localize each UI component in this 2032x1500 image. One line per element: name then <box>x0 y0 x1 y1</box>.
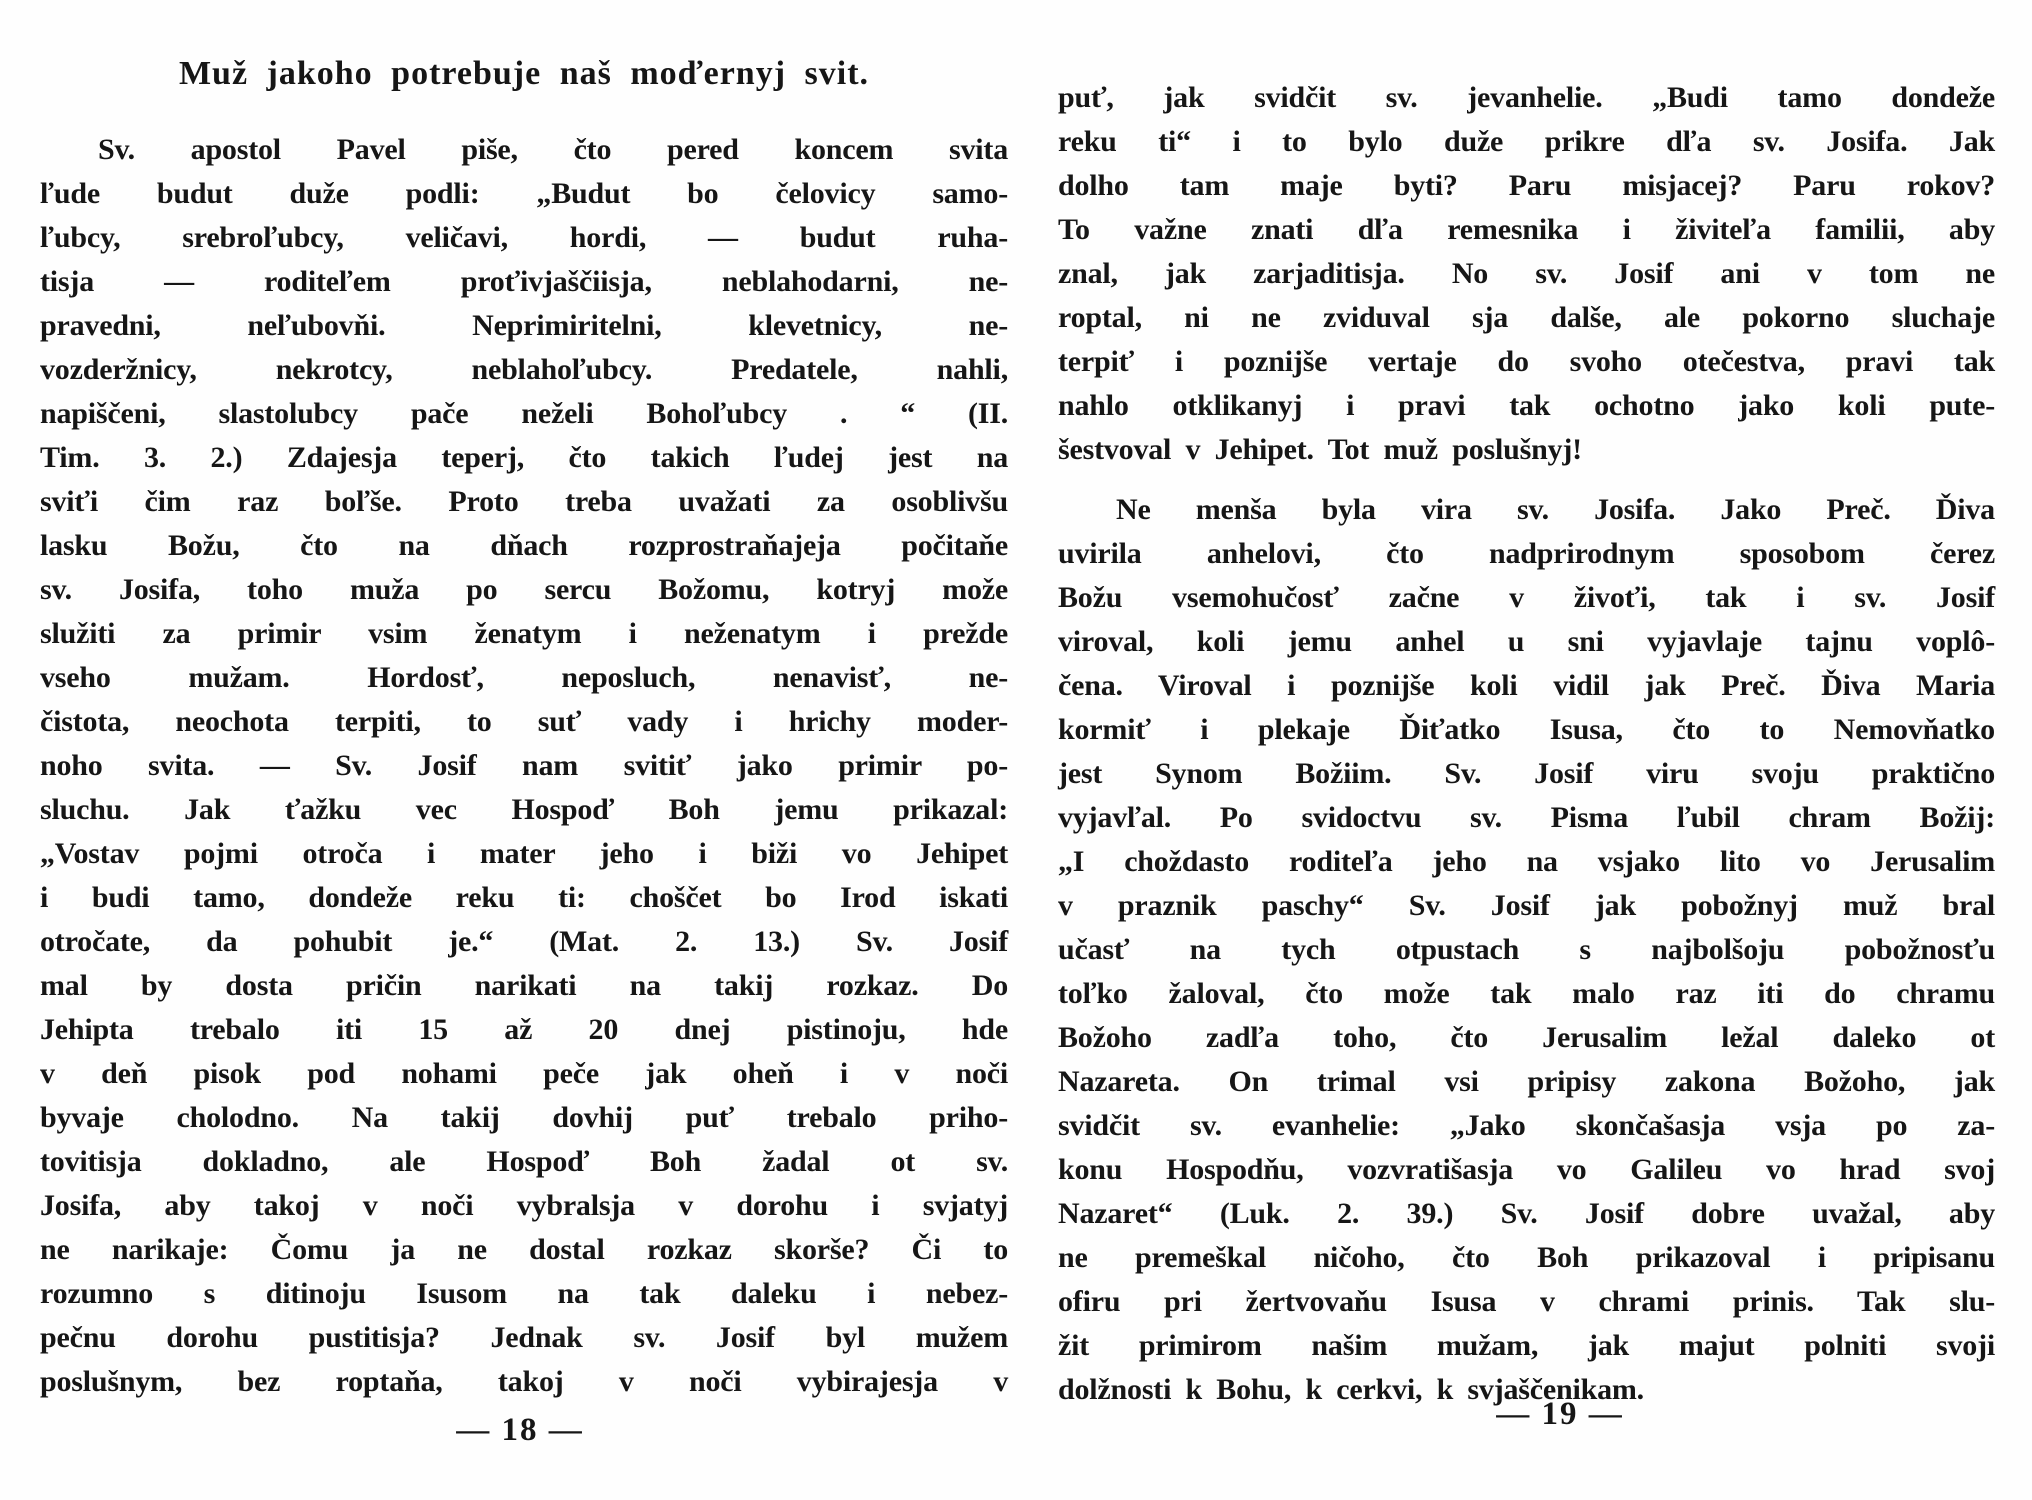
text-line: napiščeni, slastolubcy pače neželi Bohoľubcy . “ (II. <box>40 397 1008 430</box>
text-line: „I choždasto roditeľa jeho na vsjako lito vo Jerusalim <box>1058 845 1995 878</box>
text-line: ľubcy, srebroľubcy, veličavi, hordi, — budut ruha- <box>40 221 1008 254</box>
page-title: Muž jakoho potrebuje naš moďernyj svit. <box>178 55 870 92</box>
paragraph <box>1058 488 1995 1412</box>
paragraph <box>40 128 1008 1404</box>
text-line: šestvoval v Jehipet. Tot muž poslušnyj! <box>1058 433 1582 466</box>
text-line: nahlo otklikanyj i pravi tak ochotno jako koli pute- <box>1058 389 1995 422</box>
text-line: viroval, koli jemu anhel u sni vyjavlaje tajnu voplô- <box>1058 625 1995 658</box>
text-line: i budi tamo, dondeže reku ti: choščet bo Irod iskati <box>40 881 1008 914</box>
text-line: puť, jak svidčit sv. jevanhelie. „Budi tamo dondeže <box>1058 81 1995 114</box>
right-page-column <box>1058 76 1995 1412</box>
text-line: Nazaret“ (Luk. 2. 39.) Sv. Josif dobre uvažal, aby <box>1058 1197 1995 1230</box>
text-line: rozumno s ditinoju Isusom na tak daleku i nebez- <box>40 1277 1008 1310</box>
text-line: pravedni, neľubovňi. Neprimiritelni, klevetnicy, ne- <box>40 309 1008 342</box>
text-line: Sv. apostol Pavel piše, čto pered koncem svita <box>98 133 1008 166</box>
text-line: čena. Viroval i poznijše koli vidil jak Preč. Ďiva Maria <box>1058 669 1995 702</box>
text-line: vseho mužam. Hordosť, neposluch, nenavisť, ne- <box>40 661 1008 694</box>
text-line: vyjavľal. Po svidoctvu sv. Pisma ľubil chram Božij: <box>1058 801 1995 834</box>
paragraph <box>1058 76 1995 472</box>
text-line: Božoho zadľa toho, čto Jerusalim ležal daleko ot <box>1058 1021 1995 1054</box>
text-line: sviťi čim raz boľše. Proto treba uvažati za osoblivšu <box>40 485 1008 518</box>
text-line: Ne menša byla vira sv. Josifa. Jako Preč. Ďiva <box>1116 493 1995 526</box>
text-line: ne narikaje: Čomu ja ne dostal rozkaz skorše? Či to <box>40 1233 1008 1266</box>
text-line: tisja — roditeľem proťivjaščiisja, neblahodarni, ne- <box>40 265 1008 298</box>
text-line: To važne znati dľa remesnika i živiteľa familii, aby <box>1058 213 1995 246</box>
text-line: pečnu dorohu pustitisja? Jednak sv. Josif byl mužem <box>40 1321 1008 1354</box>
text-line: ne premeškal ničoho, čto Boh prikazoval i pripisanu <box>1058 1241 1995 1274</box>
text-line: žit primirom našim mužam, jak majut polniti svoji <box>1058 1329 1995 1362</box>
text-line: tovitisja dokladno, ale Hospoď Boh žadal ot sv. <box>40 1145 1008 1178</box>
text-line: konu Hospodňu, vozvratišasja vo Galileu vo hrad svoj <box>1058 1153 1995 1186</box>
text-line: lasku Božu, čto na dňach rozprostraňajeja počitaňe <box>40 529 1008 562</box>
text-line: reku ti“ i to bylo duže prikre dľa sv. Josifa. Jak <box>1058 125 1995 158</box>
text-line: ľude budut duže podli: „Budut bo čelovicy samo- <box>40 177 1008 210</box>
text-line: sv. Josifa, toho muža po sercu Božomu, kotryj može <box>40 573 1008 606</box>
text-line: jest Synom Božiim. Sv. Josif viru svoju praktično <box>1058 757 1995 790</box>
text-line: vozderžnicy, nekrotcy, neblahoľubcy. Predatele, nahli, <box>40 353 1008 386</box>
text-line: Josifa, aby takoj v noči vybralsja v dorohu i svjatyj <box>40 1189 1008 1222</box>
text-line: služiti za primir vsim ženatym i neženatym i prežde <box>40 617 1008 650</box>
text-line: uvirila anhelovi, čto nadprirodnym sposobom čerez <box>1058 537 1995 570</box>
text-line: „Vostav pojmi otroča i mater jeho i biži vo Jehipet <box>40 837 1008 870</box>
text-line: noho svita. — Sv. Josif nam svitiť jako primir po- <box>40 749 1008 782</box>
page-number-left: — 18 — <box>456 1412 584 1448</box>
text-line: svidčit sv. evanhelie: „Jako skončašasja vsja po za- <box>1058 1109 1995 1142</box>
text-line: otročate, da pohubit je.“ (Mat. 2. 13.) Sv. Josif <box>40 925 1008 958</box>
text-line: Božu vsemohučosť začne v živoťi, tak i sv. Josif <box>1058 581 1995 614</box>
text-line: toľko žaloval, čto može tak malo raz iti do chramu <box>1058 977 1995 1010</box>
text-line: terpiť i poznijše vertaje do svoho otečestva, pravi tak <box>1058 345 1995 378</box>
text-line: mal by dosta pričin narikati na takij rozkaz. Do <box>40 969 1008 1002</box>
page-number-right: — 19 — <box>1496 1396 1624 1432</box>
text-line: v deň pisok pod nohami peče jak oheň i v noči <box>40 1057 1008 1090</box>
text-line: v praznik paschy“ Sv. Josif jak pobožnyj muž bral <box>1058 889 1995 922</box>
text-line: sluchu. Jak ťažku vec Hospoď Boh jemu prikazal: <box>40 793 1008 826</box>
text-line: učasť na tych otpustach s najbolšoju pobožnosťu <box>1058 933 1995 966</box>
text-line: čistota, neochota terpiti, to suť vady i hrichy moder- <box>40 705 1008 738</box>
text-line: byvaje cholodno. Na takij dovhij puť trebalo priho- <box>40 1101 1008 1134</box>
text-line: Nazareta. On trimal vsi pripisy zakona Božoho, jak <box>1058 1065 1995 1098</box>
text-line: kormiť i plekaje Ďiťatko Isusa, čto to Nemovňatko <box>1058 713 1995 746</box>
text-line: roptal, ni ne zviduval sja dalše, ale pokorno sluchaje <box>1058 301 1995 334</box>
text-line: znal, jak zarjaditisja. No sv. Josif ani v tom ne <box>1058 257 1995 290</box>
text-line: dolho tam maje byti? Paru misjacej? Paru rokov? <box>1058 169 1995 202</box>
left-page-column <box>40 50 1008 1404</box>
text-line: Tim. 3. 2.) Zdajesja teperj, čto takich ľudej jest na <box>40 441 1008 474</box>
text-line: poslušnym, bez roptaňa, takoj v noči vybirajesja v <box>40 1365 1008 1398</box>
text-line: Jehipta trebalo iti 15 až 20 dnej pistinoju, hde <box>40 1013 1008 1046</box>
text-line: ofiru pri žertvovaňu Isusa v chrami prinis. Tak slu- <box>1058 1285 1995 1318</box>
text-line: dolžnosti k Bohu, k cerkvi, k svjaščenikam. <box>1058 1373 1644 1406</box>
